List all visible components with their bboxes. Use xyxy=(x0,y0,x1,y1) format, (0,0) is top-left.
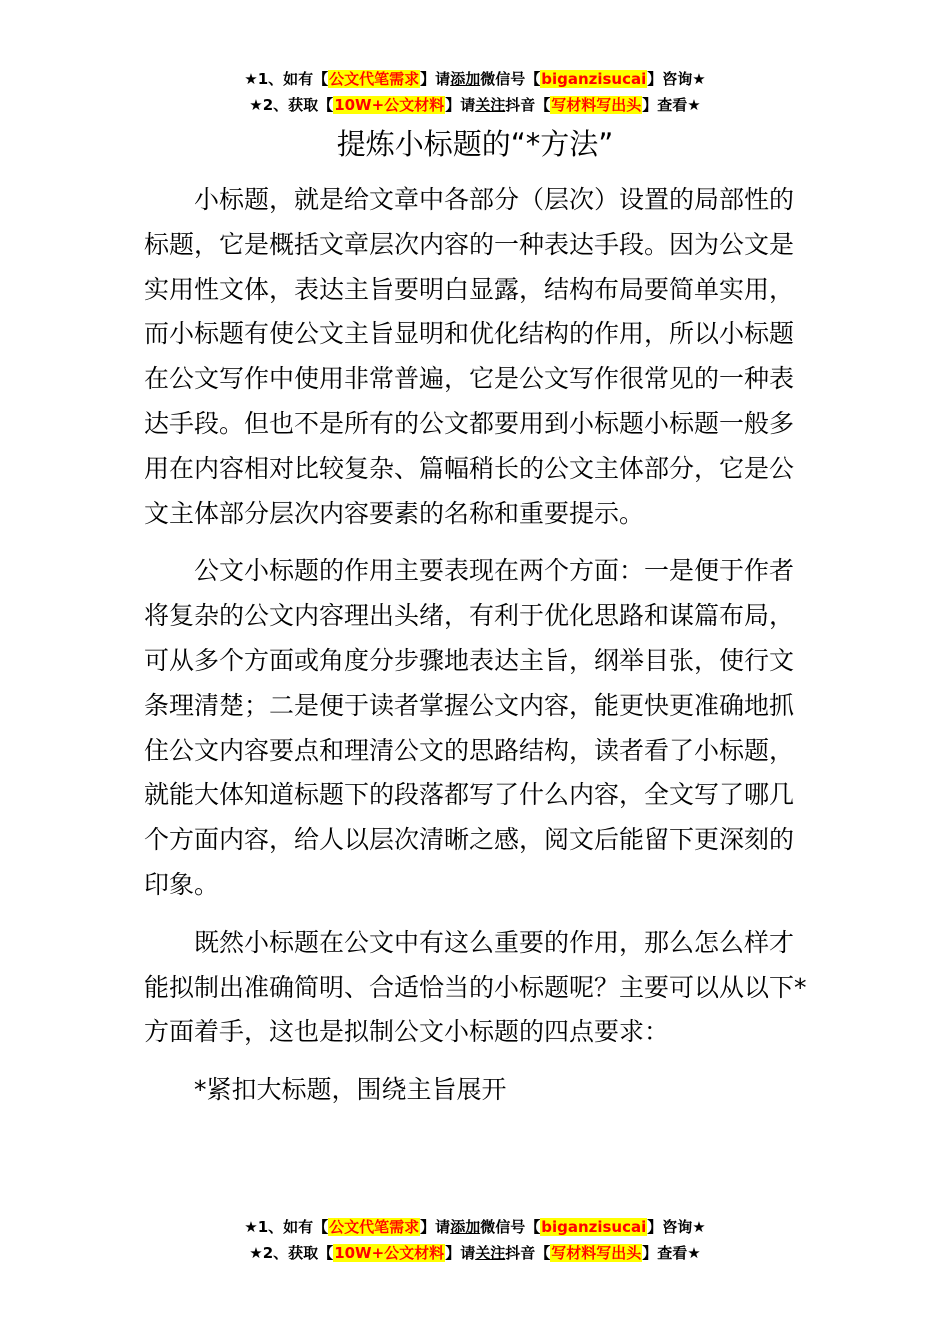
banner-highlight-douyin: 写材料写出头 xyxy=(551,96,642,114)
banner-highlight-materials: 10W+公文材料 xyxy=(334,96,445,114)
paragraph-3: 既然小标题在公文中有这么重要的作用，那么怎么样才能拟制出准确简明、合适恰当的小标题呢？主要可以从以下*方面着手，这也是拟制公文小标题的四点要求： xyxy=(144,927,807,1047)
footer-highlight-service: 公文代笔需求 xyxy=(329,1218,420,1236)
paragraph-1: 小标题，就是给文章中各部分（层次）设置的局部性的标题，它是概括文章层次内容的一种表达手段。因为公文是实用性文体，表达主旨要明白显露，结构布局要简单实用，而小标题有使公文主旨显明和优化结构的作用，所以小标题在公文写作中使用非常普遍，它是公文写作很常见的一种表达手段。但也不是所有的公文都要用到小标题小标题一般多用在内容相对比较复杂、篇幅稍长的公文主体部分，它是公文主体部分层次内容要素的名称和重要提示。 xyxy=(144,185,795,528)
paragraph-2: 公文小标题的作用主要表现在两个方面：一是便于作者将复杂的公文内容理出头绪，有利于优化思路和谋篇布局，可从多个方面或角度分步骤地表达主旨，纲举目张，使行文条理清楚；二是便于读者掌握公文内容，能更快更准确地抓住公文内容要点和理清公文的思路结构，读者看了小标题，就能大体知道标题下的段落都写了什么内容，全文写了哪几个方面内容，给人以层次清晰之感，阅文后能留下更深刻的印象。 xyxy=(144,556,795,899)
footer-banner-line-1: ★1、如有【公文代笔需求】请添加微信号【biganzisucai】咨询★ xyxy=(244,1218,706,1236)
footer-highlight-wechat: biganzisucai xyxy=(541,1218,647,1236)
banner-highlight-service: 公文代笔需求 xyxy=(329,70,420,88)
banner-highlight-wechat: biganzisucai xyxy=(541,70,647,88)
header-banner xyxy=(0,66,950,118)
subheading: *紧扣大标题，围绕主旨展开 xyxy=(194,1075,507,1105)
banner-line-2: ★2、获取【10W+公文材料】请关注抖音【写材料写出头】查看★ xyxy=(249,96,701,114)
footer-highlight-materials: 10W+公文材料 xyxy=(334,1244,445,1262)
document-body xyxy=(144,178,810,1126)
footer-banner xyxy=(0,1214,950,1266)
footer-banner-line-2: ★2、获取【10W+公文材料】请关注抖音【写材料写出头】查看★ xyxy=(249,1244,701,1262)
banner-line-1: ★1、如有【公文代笔需求】请添加微信号【biganzisucai】咨询★ xyxy=(244,70,706,88)
document-title: 提炼小标题的“*方法” xyxy=(336,127,614,161)
footer-highlight-douyin: 写材料写出头 xyxy=(551,1244,642,1262)
